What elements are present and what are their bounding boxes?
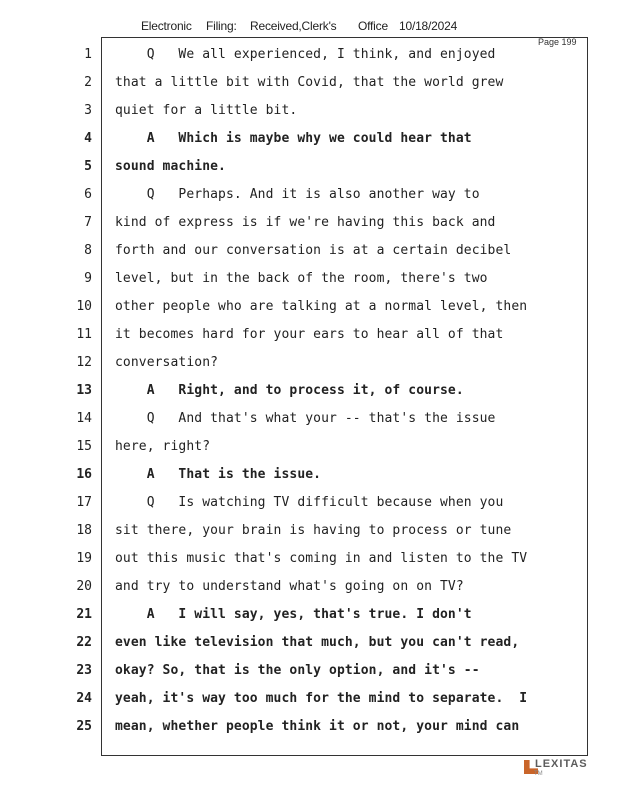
question-line: conversation? [115, 355, 219, 370]
answer-line: mean, whether people think it or not, your mind can [115, 719, 520, 734]
question-line: and try to understand what's going on on TV? [115, 579, 464, 594]
question-line: it becomes hard for your ears to hear all of that [115, 327, 504, 342]
lexitas-logo-text: LEXITAS [535, 758, 588, 770]
question-line: here, right? [115, 439, 211, 454]
line-number: 19 [76, 551, 92, 566]
stamp-received: Received,Clerk's [250, 19, 337, 33]
line-number: 23 [76, 663, 92, 678]
question-line: Q Perhaps. And it is also another way to [115, 187, 480, 202]
line-number: 8 [84, 243, 92, 258]
question-line: other people who are talking at a normal level, then [115, 299, 528, 314]
stamp-electronic: Electronic [141, 19, 192, 33]
question-line: kind of express is if we're having this back and [115, 215, 496, 230]
stamp-date: 10/18/2024 [399, 19, 458, 33]
line-number: 7 [84, 215, 92, 230]
line-number: 15 [76, 439, 92, 454]
line-number: 2 [84, 75, 92, 90]
line-number: 24 [76, 691, 92, 706]
line-number: 14 [76, 411, 92, 426]
answer-line: A Which is maybe why we could hear that [115, 131, 472, 146]
line-number: 25 [76, 719, 92, 734]
question-line: Q And that's what your -- that's the issue [115, 411, 496, 426]
line-number: 18 [76, 523, 92, 538]
line-number: 4 [84, 131, 92, 146]
question-line: quiet for a little bit. [115, 103, 298, 118]
answer-line: sound machine. [115, 159, 226, 174]
line-number: 20 [76, 579, 92, 594]
question-line: level, but in the back of the room, there's two [115, 271, 488, 286]
answer-line: A That is the issue. [115, 467, 322, 482]
answer-line: okay? So, that is the only option, and it's -- [115, 663, 480, 678]
stamp-filing: Filing: [206, 19, 237, 33]
line-number: 11 [76, 327, 92, 342]
line-number: 12 [76, 355, 92, 370]
line-number: 6 [84, 187, 92, 202]
question-line: out this music that's coming in and listen to the TV [115, 551, 528, 566]
stamp-office: Office [358, 19, 388, 33]
line-number: 16 [76, 467, 92, 482]
line-number: 9 [84, 271, 92, 286]
line-number: 10 [76, 299, 92, 314]
answer-line: even like television that much, but you can't read, [115, 635, 520, 650]
lexitas-logo [524, 758, 594, 778]
line-number: 3 [84, 103, 92, 118]
question-line: Q Is watching TV difficult because when you [115, 495, 504, 510]
line-number: 17 [76, 495, 92, 510]
lexitas-logo-tm: TM [534, 771, 543, 777]
answer-line: A Right, and to process it, of course. [115, 383, 464, 398]
answer-line: yeah, it's way too much for the mind to separate. I [115, 691, 528, 706]
line-number: 1 [84, 47, 92, 62]
question-line: that a little bit with Covid, that the world grew [115, 75, 504, 90]
page-number: Page 199 [538, 37, 577, 47]
question-line: Q We all experienced, I think, and enjoyed [115, 47, 496, 62]
line-number: 5 [84, 159, 92, 174]
question-line: forth and our conversation is at a certain decibel [115, 243, 512, 258]
line-number: 22 [76, 635, 92, 650]
line-number: 13 [76, 383, 92, 398]
line-number: 21 [76, 607, 92, 622]
question-line: sit there, your brain is having to process or tune [115, 523, 512, 538]
answer-line: A I will say, yes, that's true. I don't [115, 607, 472, 622]
filing-stamp [0, 19, 618, 35]
